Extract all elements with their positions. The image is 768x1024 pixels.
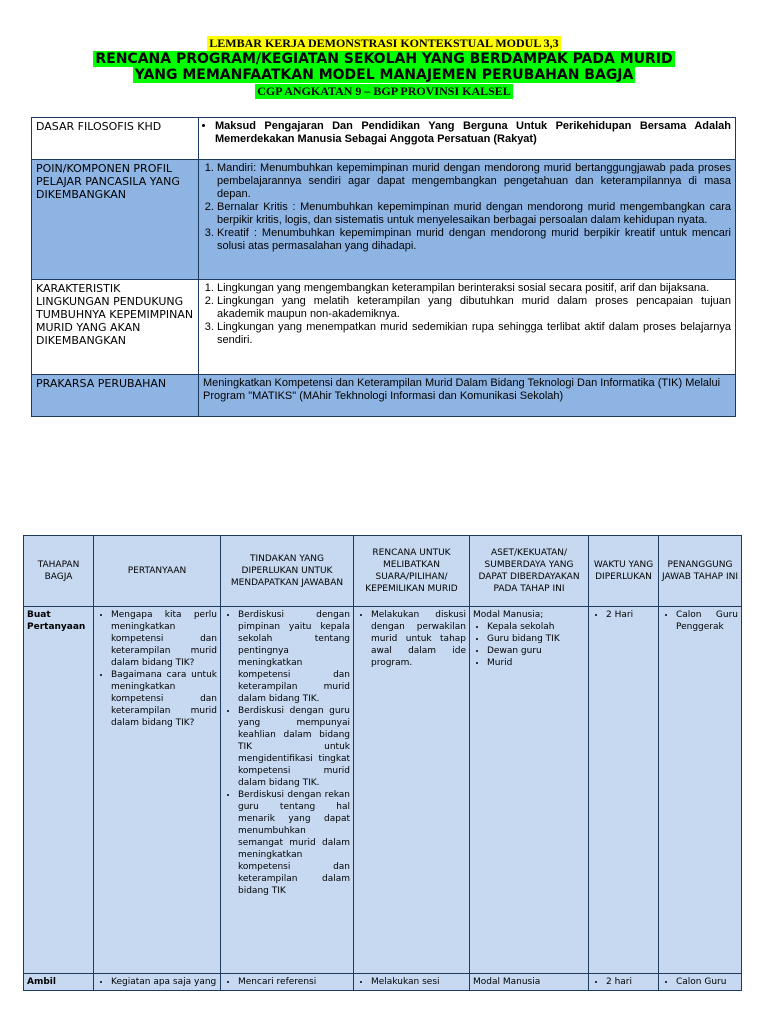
environment-item: 1. Lingkungan yang mengembangkan keterampilan berinteraksi sosial secara positif, arif dan bijaksana. bbox=[217, 282, 731, 295]
header-action: TINDAKAN YANG DIPERLUKAN UNTUK MENDAPATKAN JAWABAN bbox=[221, 536, 354, 607]
plan-item: • Melakukan diskusi dengan perwakilan murid untuk tahap awal dalam ide program. bbox=[371, 609, 466, 669]
asset-item: • Guru bidang TIK bbox=[487, 633, 585, 645]
asset-item: • Kepala sekolah bbox=[487, 621, 585, 633]
header-student-voice: RENCANA UNTUK MELIBATKAN SUARA/PILIHAN/ KEPEMILIKAN MURID bbox=[354, 536, 470, 607]
worksheet-title bbox=[0, 36, 768, 51]
bagja-row-ask bbox=[24, 607, 742, 974]
environment-item: 2. Lingkungan yang melatih keterampilan yang dibutuhkan murid dalam proses pencapaian tujuan akademik maupun non-akademiknya. bbox=[217, 295, 731, 321]
header-time: WAKTU YANG DIPERLUKAN bbox=[589, 536, 659, 607]
plan-cell bbox=[354, 607, 470, 974]
header-question: PERTANYAAN bbox=[94, 536, 221, 607]
profile-row-philosophy bbox=[32, 118, 736, 160]
profile-row-environment bbox=[32, 280, 736, 375]
environment-item: 3. Lingkungan yang menempatkan murid sedemikian rupa sehingga terlibat aktif dalam proses belajarnya sendiri. bbox=[217, 321, 731, 347]
bagja-table bbox=[23, 535, 742, 991]
question-item: • Mengapa kita perlu meningkatkan kompetensi dan keterampilan murid dalam bidang TIK? bbox=[111, 609, 217, 669]
initiative-label: PRAKARSA PERUBAHAN bbox=[32, 375, 199, 417]
assets-cell bbox=[470, 974, 589, 991]
questions-cell bbox=[94, 974, 221, 991]
action-item: • Berdiskusi dengan pimpinan yaitu kepala sekolah tentang pentingnya meningkatkan kompetensi dan keterampilan murid dalam bidang TIK. bbox=[238, 609, 350, 705]
worksheet-title-text: LEMBAR KERJA DEMONSTRASI KONTEKSTUAL MODUL 3,3 bbox=[209, 36, 559, 50]
pancasila-item: 2. Bernalar Kritis : Menumbuhkan kepemimpinan murid dengan mendorong murid mengembangkan cara berpikir kritis, logis, dan sistematis untuk menyelesaikan berbagai persoalan dalam kehidupan nyata. bbox=[217, 201, 731, 227]
philosophy-bullet: • Maksud Pengajaran Dan Pendidikan Yang Berguna Untuk Perikehidupan Bersama Adalah Memerdekakan Manusia Sebagai Anggota Persatuan (Rakyat) bbox=[215, 120, 731, 146]
action-item: • Mencari referensi bbox=[238, 976, 350, 987]
bagja-header-row bbox=[24, 536, 742, 607]
pancasila-label: POIN/KOMPONEN PROFIL PELAJAR PANCASILA YANG DIKEMBANGKAN bbox=[32, 160, 199, 280]
profile-row-initiative bbox=[32, 375, 736, 417]
asset-item: • Murid bbox=[487, 657, 585, 669]
stage-cell: Buat Pertanyaan bbox=[24, 607, 94, 974]
action-item: • Berdiskusi dengan guru yang mempunyai keahlian dalam bidang TIK untuk mengidentifikasi tingkat kompetensi murid dalam bidang TIK. bbox=[238, 705, 350, 789]
questions-cell bbox=[94, 607, 221, 974]
responsible-item: • Calon Guru bbox=[676, 976, 738, 987]
responsible-item: • Calon Guru Penggerak bbox=[676, 609, 738, 633]
header-stage: TAHAPAN BAGJA bbox=[24, 536, 94, 607]
stage-cell bbox=[24, 974, 94, 991]
responsible-cell bbox=[659, 974, 742, 991]
time-cell bbox=[589, 607, 659, 974]
time-cell bbox=[589, 974, 659, 991]
bagja-row-take bbox=[24, 974, 742, 991]
assets-cell bbox=[470, 607, 589, 974]
pancasila-item: 3. Kreatif : Menumbuhkan kepemimpinan murid dengan mendorong murid berpikir kreatif untuk mencari solusi atas permasalahan yang dihadapi. bbox=[217, 227, 731, 253]
time-item: • 2 hari bbox=[606, 976, 655, 987]
header-assets: ASET/KEKUATAN/ SUMBERDAYA YANG DAPAT DIBERDAYAKAN PADA TAHAP INI bbox=[470, 536, 589, 607]
program-title bbox=[0, 51, 768, 83]
stage-text: Ambil bbox=[27, 977, 56, 987]
header-responsible: PENANGGUNG JAWAB TAHAP INI bbox=[659, 536, 742, 607]
plan-item: • Melakukan sesi bbox=[371, 976, 466, 987]
program-title-line1: RENCANA PROGRAM/KEGIATAN SEKOLAH YANG BERDAMPAK PADA MURID bbox=[95, 51, 673, 67]
actions-cell bbox=[221, 974, 354, 991]
plan-cell bbox=[354, 974, 470, 991]
question-item: • Bagaimana cara untuk meningkatkan kompetensi dan keterampilan murid dalam bidang TIK? bbox=[111, 669, 217, 729]
environment-content bbox=[199, 280, 736, 375]
cohort-subtitle bbox=[0, 84, 768, 99]
environment-label: KARAKTERISTIK LINGKUNGAN PENDUKUNG TUMBUHNYA KEPEMIMPINAN MURID YANG AKAN DIKEMBANGKAN bbox=[32, 280, 199, 375]
philosophy-content bbox=[199, 118, 736, 160]
profile-row-pancasila bbox=[32, 160, 736, 280]
question-item: • Kegiatan apa saja yang bbox=[111, 976, 217, 987]
pancasila-content bbox=[199, 160, 736, 280]
asset-item: • Dewan guru bbox=[487, 645, 585, 657]
responsible-cell bbox=[659, 607, 742, 974]
pancasila-item: 1. Mandiri: Menumbuhkan kepemimpinan murid dengan mendorong murid bertanggungjawab pada proses pembelajarannya sendiri agar dapat mengembangkan pengetahuan dan keterampilannya di masa depan. bbox=[217, 162, 731, 201]
cohort-subtitle-text: CGP ANGKATAN 9 – BGP PROVINSI KALSEL bbox=[257, 84, 511, 98]
time-item: • 2 Hari bbox=[606, 609, 655, 621]
initiative-content: Meningkatkan Kompetensi dan Keterampilan Murid Dalam Bidang Teknologi Dan Informatika (TIK) Melalui Program "MATIKS" (MAhir Tekhnologi Informasi dan Komunikasi Sekolah) bbox=[199, 375, 736, 417]
action-item: • Berdiskusi dengan rekan guru tentang hal menarik yang dapat menumbuhkan semangat murid dalam meningkatkan kompetensi dan keterampilan dalam bidang TIK bbox=[238, 789, 350, 897]
actions-cell bbox=[221, 607, 354, 974]
profile-table bbox=[31, 117, 736, 417]
assets-title: Modal Manusia bbox=[473, 977, 541, 987]
program-title-line2: YANG MEMANFAATKAN MODEL MANAJEMEN PERUBAHAN BAGJA bbox=[134, 67, 634, 83]
philosophy-label: DASAR FILOSOFIS KHD bbox=[32, 118, 199, 160]
assets-title: Modal Manusia; bbox=[473, 610, 544, 620]
